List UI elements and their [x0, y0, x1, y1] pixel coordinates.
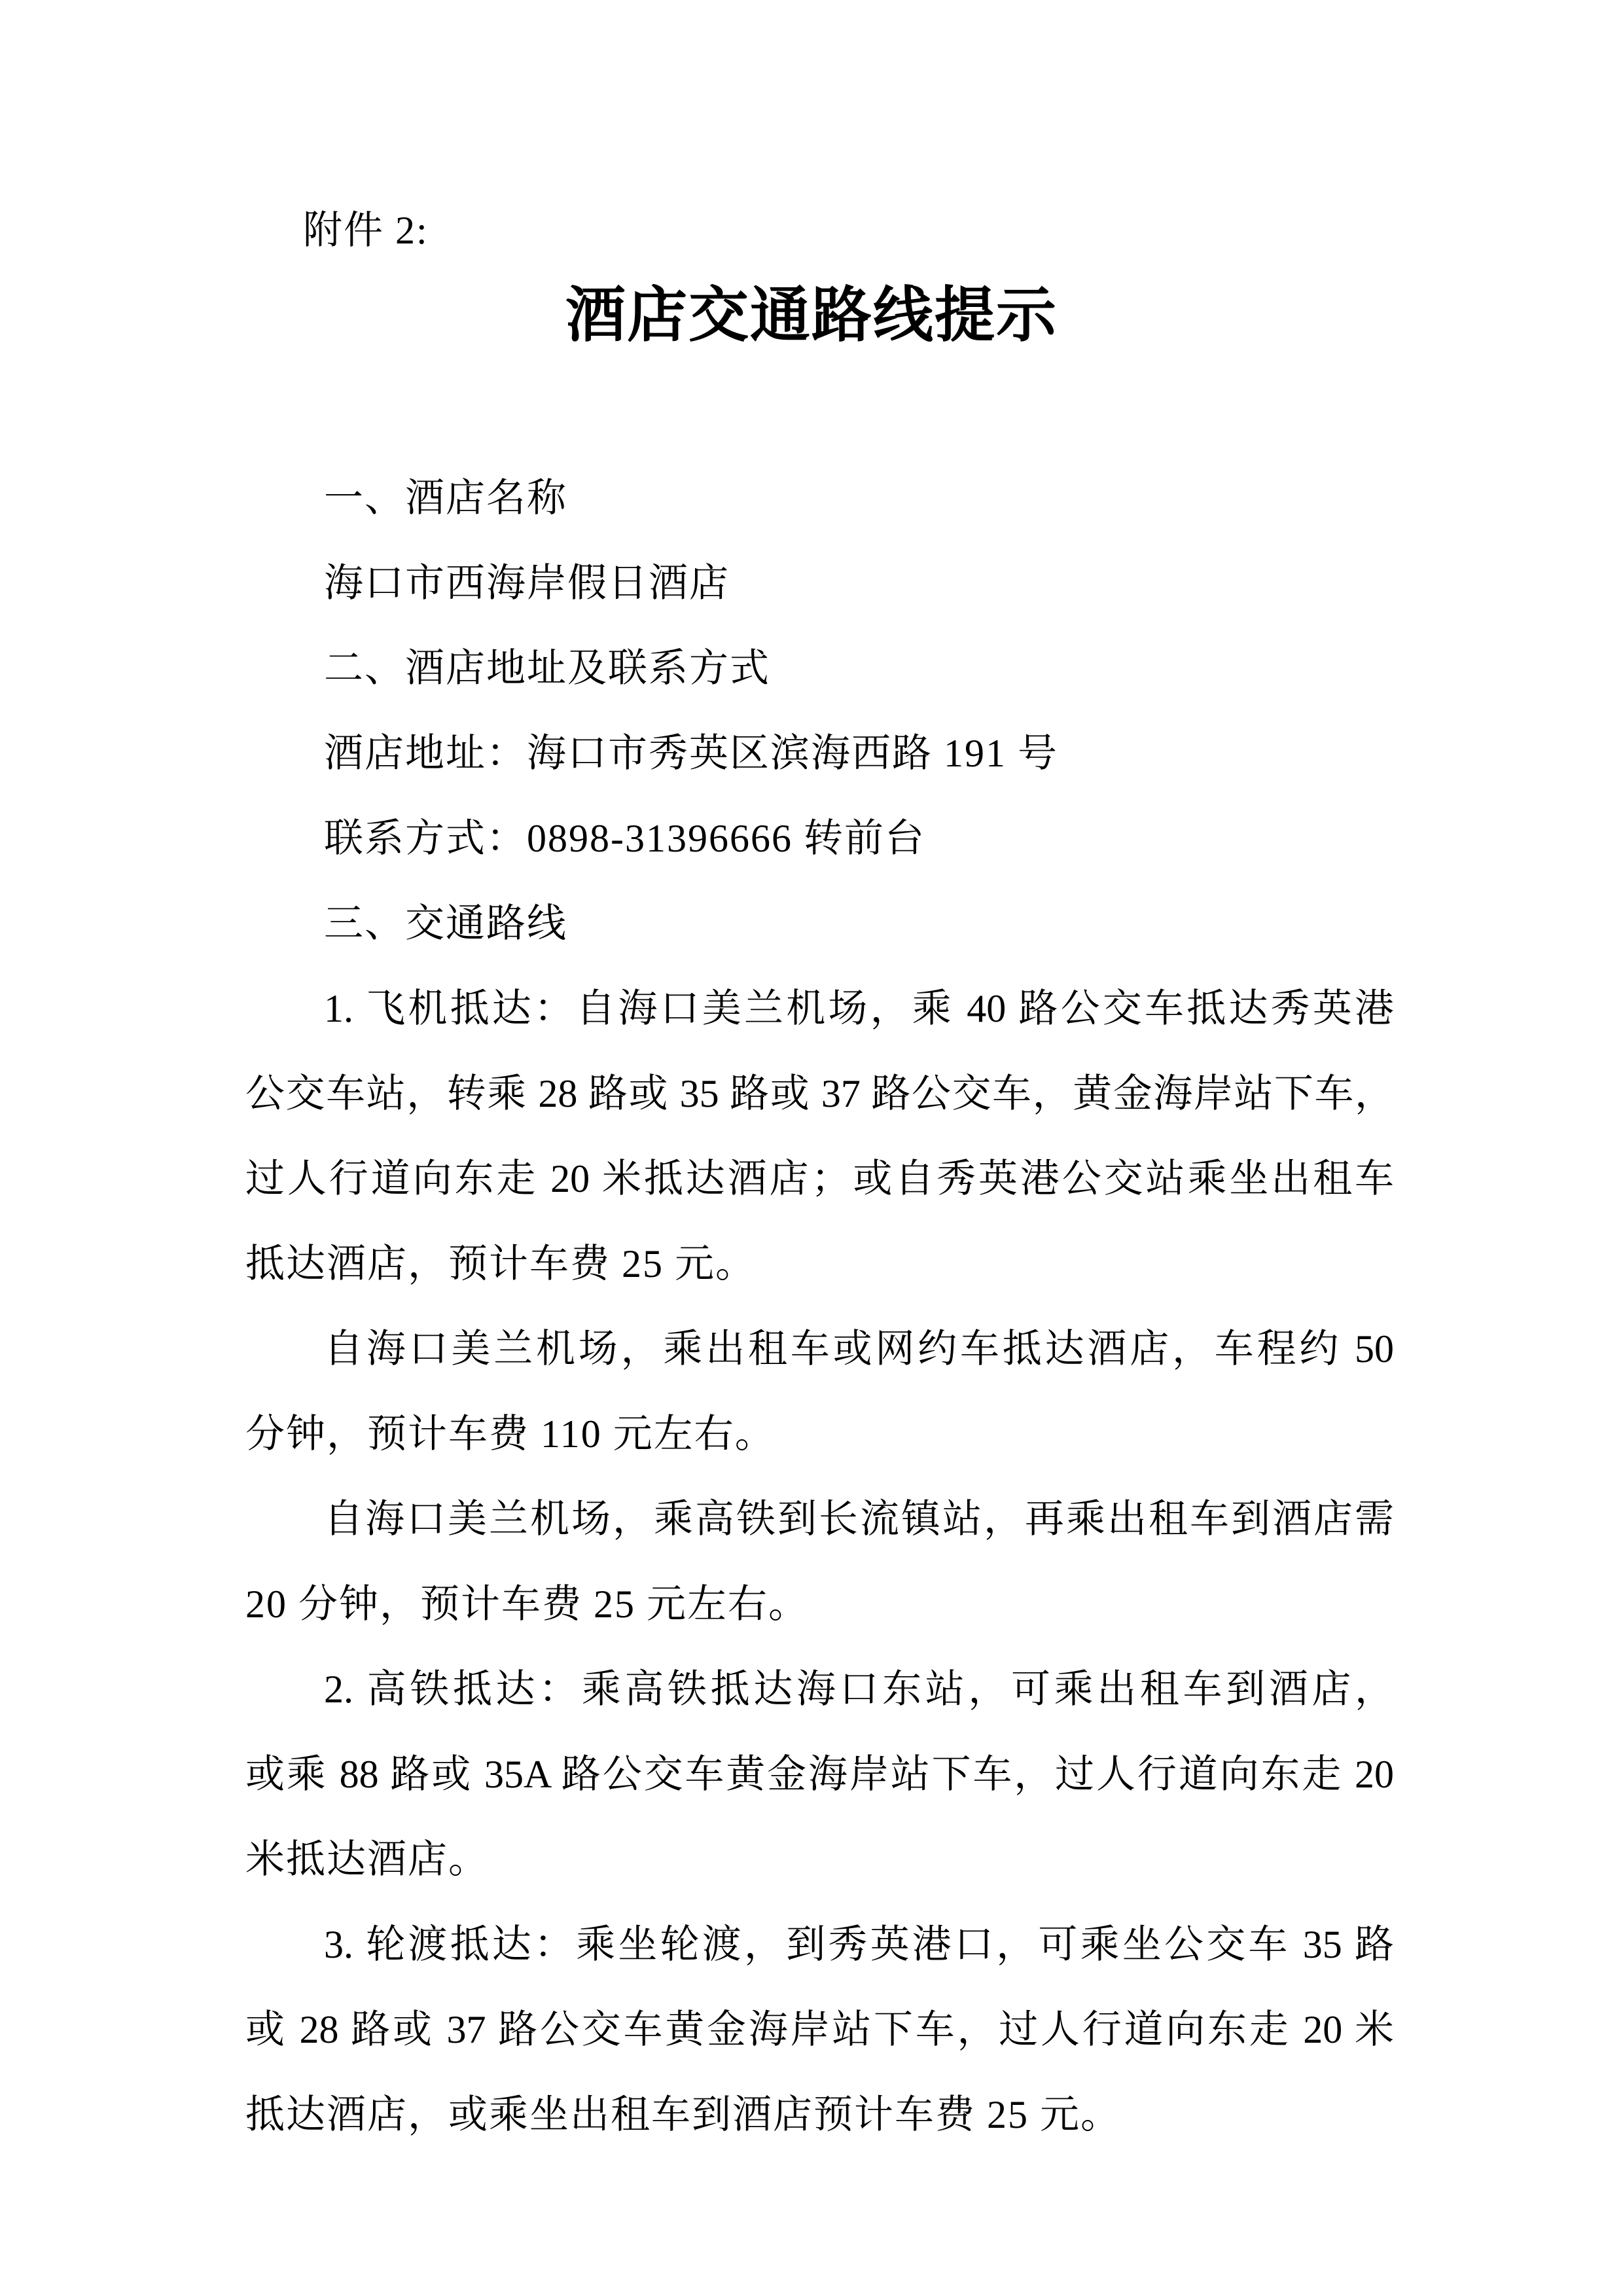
- document-body: [245, 456, 1394, 2157]
- hotel-contact: 联系方式：0898-31396666 转前台: [324, 817, 925, 860]
- route-ferry-line-1: 3. 轮渡抵达：乘坐轮渡，到秀英港口，可乘坐公交车 35 路: [324, 1923, 1394, 1966]
- section-heading-hotel-name: 一、酒店名称: [324, 476, 567, 520]
- section-heading-routes: 三、交通路线: [324, 902, 567, 945]
- hotel-name: 海口市西海岸假日酒店: [324, 562, 730, 605]
- section-heading-address-contact: 二、酒店地址及联系方式: [324, 647, 770, 690]
- document-title: 酒店交通路线提示: [565, 282, 1058, 349]
- route-ferry-line-2: 或 28 路或 37 路公交车黄金海岸站下车，过人行道向东走 20 米: [245, 2008, 1394, 2051]
- route-plane-line-3: 过人行道向东走 20 米抵达酒店；或自秀英港公交站乘坐出租车: [245, 1157, 1394, 1200]
- route-plane-line-4: 抵达酒店，预计车费 25 元。: [245, 1242, 756, 1285]
- route-taxi-line-1: 自海口美兰机场，乘出租车或网约车抵达酒店，车程约 50: [324, 1327, 1394, 1371]
- route-rail-transfer-line-2: 20 分钟，预计车费 25 元左右。: [245, 1583, 809, 1626]
- route-highspeed-rail-line-3: 米抵达酒店。: [245, 1838, 489, 1881]
- route-ferry-line-3: 抵达酒店，或乘坐出租车到酒店预计车费 25 元。: [245, 2093, 1121, 2136]
- route-plane-line-2: 公交车站，转乘 28 路或 35 路或 37 路公交车，黄金海岸站下车，: [245, 1072, 1394, 1115]
- route-highspeed-rail-line-2: 或乘 88 路或 35A 路公交车黄金海岸站下车，过人行道向东走 20: [245, 1753, 1394, 1796]
- route-rail-transfer-line-1: 自海口美兰机场，乘高铁到长流镇站，再乘出租车到酒店需: [324, 1498, 1394, 1541]
- route-plane-line-1: 1. 飞机抵达：自海口美兰机场，乘 40 路公交车抵达秀英港: [324, 987, 1394, 1030]
- hotel-address: 酒店地址：海口市秀英区滨海西路 191 号: [324, 732, 1058, 775]
- attachment-label: 附件 2:: [303, 209, 429, 252]
- route-taxi-line-2: 分钟，预计车费 110 元左右。: [245, 1412, 776, 1456]
- route-highspeed-rail-line-1: 2. 高铁抵达：乘高铁抵达海口东站，可乘出租车到酒店，: [324, 1668, 1394, 1711]
